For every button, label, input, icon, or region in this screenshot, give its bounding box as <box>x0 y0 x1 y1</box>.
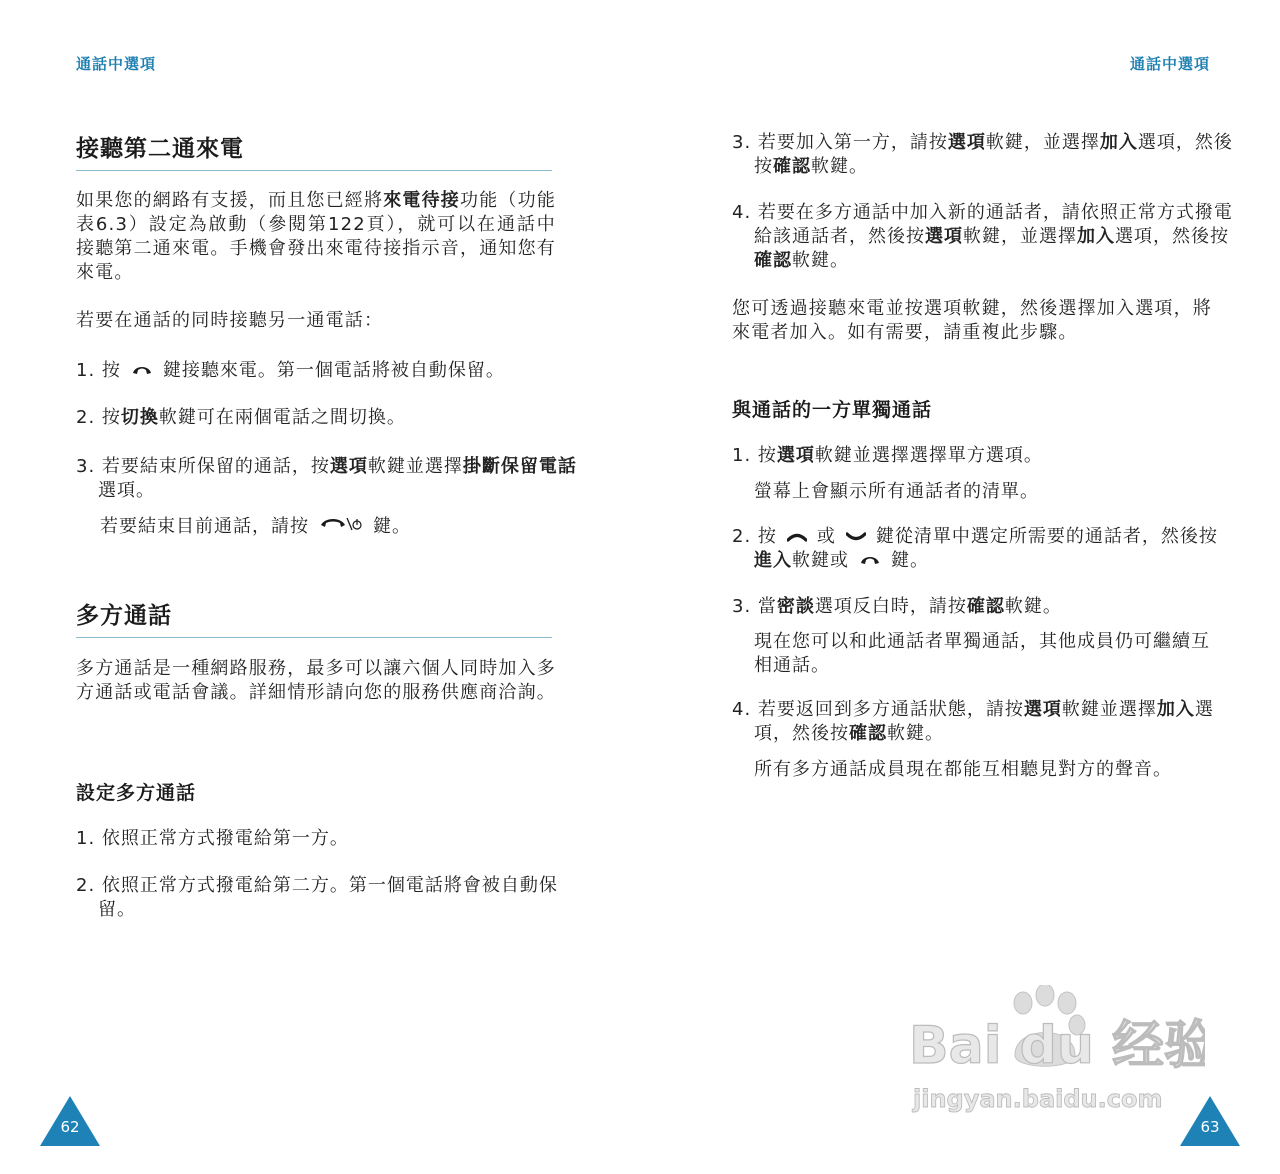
paragraph-intro-steps: 若要在通話的同時接聽另一通電話： <box>76 310 384 331</box>
step-4-sub: 所有多方通話成員現在都能互相聽見對方的聲音。 <box>754 759 1172 780</box>
step-4-return-multiparty: 4. 若要返回到多方通話狀態，請按選項軟鍵並選擇加入選項，然後按確認軟鍵。 <box>732 699 1214 744</box>
running-head: 通話中選項 <box>76 55 157 73</box>
running-head: 通話中選項 <box>1129 55 1210 73</box>
step-1-first-party: 1. 依照正常方式撥電給第一方。 <box>76 828 349 849</box>
subsection-title-private-call: 與通話的一方單獨通話 <box>732 399 933 421</box>
step-3-private: 3. 當密談選項反白時，請按確認軟鍵。 <box>732 596 1062 617</box>
watermark-url: jingyan.baidu.com <box>913 1085 1163 1113</box>
step-1-sub: 螢幕上會顯示所有通話者的清單。 <box>754 481 1039 502</box>
step-3-end-held: 3. 若要結束所保留的通話，按選項軟鍵並選擇掛斷保留電話選項。 <box>76 456 577 501</box>
step-2-swap: 2. 按切換軟鍵可在兩個電話之間切換。 <box>76 407 406 428</box>
watermark-logo-text: Bai du 经验 <box>909 1016 1205 1076</box>
step-3-sub-end-current: 若要結束目前通話，請按 鍵。 <box>100 516 411 537</box>
page-number-badge <box>40 1096 100 1146</box>
step-4-add-new: 4. 若要在多方通話中加入新的通話者，請依照正常方式撥電給該通話者，然後按選項軟鍵，並選擇加入選項，然後按確認軟鍵。 <box>732 202 1233 271</box>
step-3-add-first: 3. 若要加入第一方，請按選項軟鍵，並選擇加入選項，然後按確認軟鍵。 <box>732 132 1233 177</box>
baidu-paw-logo-icon <box>905 985 1205 1125</box>
step-1-answer: 1. 按 鍵接聽來電。第一個電話將被自動保留。 <box>76 360 505 381</box>
phone-send-icon <box>859 549 881 573</box>
paragraph-call-waiting: 如果您的網路有支援，而且您已經將來電待接功能（功能表6.3）設定為啟動（參閱第122頁），就可以在通話中接聽第二通來電。手機會發出來電待接指示音，通知您有來電。 <box>76 190 557 283</box>
end-power-key-icon <box>319 515 363 539</box>
section-title-second-call: 接聽第二通來電 <box>76 130 552 171</box>
down-key-icon <box>846 525 866 549</box>
up-key-icon <box>787 525 807 549</box>
phone-send-icon <box>131 359 153 383</box>
step-3-sub: 現在您可以和此通話者單獨通話，其他成員仍可繼續互相通話。 <box>754 631 1210 676</box>
paragraph-add-caller: 您可透過接聽來電並按選項軟鍵，然後選擇加入選項，將來電者加入。如有需要，請重複此步驟。 <box>732 298 1212 343</box>
page-number: 63 <box>1200 1118 1220 1136</box>
section-title-multiparty: 多方通話 <box>76 597 552 638</box>
step-2-second-party: 2. 依照正常方式撥電給第二方。第一個電話將會被自動保留。 <box>76 875 558 920</box>
paragraph-multiparty: 多方通話是一種網路服務，最多可以讓六個人同時加入多方通話或電話會議。詳細情形請向您的服務供應商洽詢。 <box>76 658 556 703</box>
baidu-jingyan-watermark <box>905 985 1205 1125</box>
step-2-choose-caller: 2. 按 或 鍵從清單中選定所需要的通話者，然後按進入軟鍵或 鍵。 <box>732 526 1218 571</box>
page-number: 62 <box>60 1118 80 1136</box>
subsection-title-setup-multiparty: 設定多方通話 <box>76 782 197 804</box>
step-1-select-one: 1. 按選項軟鍵並選擇選擇單方選項。 <box>732 445 1043 466</box>
